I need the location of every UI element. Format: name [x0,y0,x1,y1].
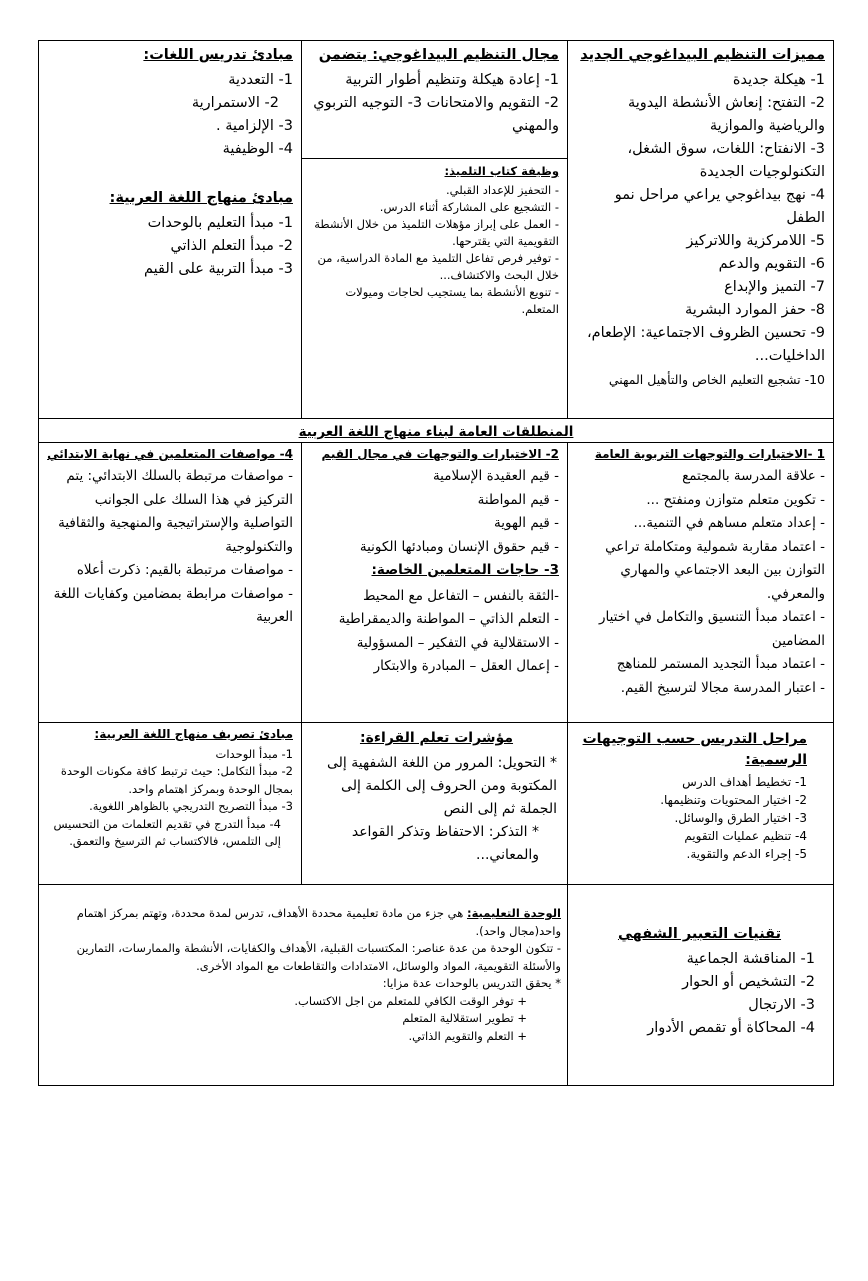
textbook-list [308,182,559,318]
list-item: 4- المحاكاة أو تقمص الأدوار [647,1020,815,1036]
list-item: 1- التعددية [228,72,293,88]
document-table [38,40,834,1086]
list-item: - قيم المواطنة [477,491,559,508]
list-item: - تكوين متعلم متوازن ومنفتح ... [646,491,825,508]
values-title: 2- الاختيارات والتوجهات في مجال القيم [321,447,559,461]
dispatch-title: مبادئ تصريف منهاج اللغة العربية: [94,727,293,741]
reading-title: مؤشرات تعلم القراءة: [359,730,514,746]
arabic-principles-title: مبادئ منهاج اللغة العربية: [109,190,293,206]
list-item: - قيم الهوية [493,515,559,531]
list-item: - علاقة المدرسة بالمجتمع [682,468,825,484]
list-item: - قيم حقوق الإنسان ومبادئها الكونية [359,538,559,555]
textbook-cell [301,159,567,419]
list-item: 3- مبدأ التصريح التدريجي بالظواهر اللغوية. [89,799,293,813]
list-item: 4- مبدأ التدرج في تقديم التعلمات من التحسيس إلى التلمس، فالاكتساب ثم الترسيخ والتعمق. [53,816,281,848]
list-item: 2- الاستمرارية [191,95,279,111]
list-item: 3- الإلزامية . [216,118,293,134]
oral-list [574,948,825,1040]
list-item: - اعتماد مبدأ التجديد المستمر للمناهج [616,656,825,672]
list-item: 5- إجراء الدعم والتقوية. [686,847,807,861]
list-item: - قيم العقيدة الإسلامية [432,468,559,484]
choices-title: 1 -الاختيارات والتوجهات التربوية العامة [594,447,825,461]
choices-list [574,465,825,700]
list-item: 1- تخطيط أهداف الدرس [682,775,807,789]
principles-cell [39,41,301,419]
list-item: 4- تنظيم عمليات التقويم [684,829,807,843]
list-item: 2- اختيار المحتويات وتنظيمها. [660,793,807,807]
specs-title: 4- مواصفات المتعلمين في نهاية الابتدائي [47,447,293,461]
list-item: 2- مبدأ التعلم الذاتي [170,238,293,254]
list-item: 6- التقويم والدعم [718,256,825,272]
list-item: 1- هيكلة جديدة [732,72,825,88]
textbook-title: وظيفة كتاب التلميذ: [444,164,559,178]
list-item: - الاستقلالية في التفكير – المسؤولية [356,634,559,651]
list-item: - اعتماد مقاربة شمولية ومتكاملة تراعي التوازن بين البعد الاجتماعي والمهاري والمعرفي. [605,538,825,602]
dispatch-cell [39,723,301,885]
specs-list [45,465,293,630]
values-needs-cell [301,443,567,723]
unit-cell [39,885,567,1085]
values-list [308,465,559,559]
stages-title: مراحل التدريس حسب التوجيهات الرسمية: [582,731,807,768]
reading-cell [301,723,567,885]
list-item: - اعتبار المدرسة مجالا لترسيخ القيم. [620,679,825,696]
features-cell [567,41,833,419]
oral-cell [567,885,833,1085]
list-item: 3- مبدأ التربية على القيم [143,261,293,277]
unit-definition: هي جزء من مادة تعليمية محددة الأهداف، تدرس لمدة محددة، وتهتم بمركز اهتمام واحد(مجال واحد). [76,906,561,938]
list-item: - تنويع الأنشطة بما يستجيب لحاجات وميولات المتعلم. [345,285,559,316]
lang-principles-list [45,69,293,161]
list-item: - مواصفات مرابطة بمضامين وكفايات اللغة العربية [53,585,293,625]
features-title: مميزات التنظيم البيداغوجي الجديد [580,47,825,63]
list-item: 1- المناقشة الجماعية [686,951,815,967]
choices-cell [567,443,833,723]
list-item: 4- نهج بيداغوجي يراعي مراحل نمو الطفل [614,187,825,226]
list-item: 2- التقويم والامتحانات 3- التوجيه التربوي والمهني [313,95,559,134]
list-item: 2- التفتح: إنعاش الأنشطة اليدوية والرياضية والموازية [627,95,825,134]
list-item: + توفر الوقت الكافي للمتعلم من اجل الاكتساب. [294,993,527,1008]
domain-title: مجال التنظيم البيداغوجي: يتضمن [318,47,559,63]
unit-definition-paragraph [53,905,561,940]
list-item: 1- إعادة هيكلة وتنظيم أطوار التربية [345,72,559,88]
specs-cell [39,443,301,723]
list-item: - التشجيع على المشاركة أثناء الدرس. [379,200,559,214]
needs-title: 3- حاجات المتعلمين الخاصة: [371,562,559,578]
banner-cell [39,419,833,443]
reading-list [316,752,557,867]
oral-title: تقنيات التعبير الشفهي [617,926,782,942]
list-item: - مواصفات مرتبطة بالقيم: ذكرت أعلاه [76,562,293,578]
list-item: 2- مبدأ التكامل: حيث ترتبط كافة مكونات الوحدة بمجال الوحدة وبمركز اهتمام واحد. [60,764,293,796]
list-item: - اعتماد مبدأ التنسيق والتكامل في اختيار المضامين [598,609,825,649]
banner-title: المنطلقات العامة لبناء منهاج اللغة العربية [298,424,574,440]
list-item: 10- تشجيع التعليم الخاص والتأهيل المهني [608,372,825,387]
needs-list [308,585,559,679]
list-item: - مواصفات مرتبطة بالسلك الابتدائي: يتم التركيز في هذا السلك على الجوانب التواصلية والإستراتيجية والمنهجية والثقافية والتكنولوجية [58,468,293,555]
unit-advantages-list [53,993,561,1046]
list-item: * التحويل: المرور من اللغة الشفهية إلى المكتوبة ومن الحروف إلى الكلمة إلى الجملة ثم إلى النص [326,755,557,817]
list-item: * التذكر: الاحتفاظ وتذكر القواعد والمعاني... [351,824,539,863]
list-item: - توفير فرص تفاعل التلميذ مع المادة الدراسية، من خلال البحث والاكتشاف... [317,251,559,282]
stages-cell [567,723,833,885]
unit-title: الوحدة التعليمية: [466,906,561,920]
list-item: 2- التشخيص أو الحوار [682,974,815,990]
list-item: - العمل على إبراز مؤهلات التلميذ من خلال الأنشطة التقويمية التي يقترحها. [314,217,559,248]
list-item: 1- مبدأ الوحدات [215,746,293,761]
list-item: 4- الوظيفية [222,141,293,157]
list-item: -الثقة بالنفس – التفاعل مع المحيط [362,587,559,604]
dispatch-list [45,746,293,851]
list-item: - التحفيز للإعداد القبلي. [446,183,559,197]
domain-cell [301,41,567,159]
list-item: - إعمال العقل – المبادرة والابتكار [373,658,559,674]
list-item: + التعلم والتقويم الذاتي. [408,1028,527,1043]
list-item: 9- تحسين الظروف الاجتماعية: الإطعام، الداخليات... [586,325,825,364]
list-item: 5- اللامركزية واللاتركيز [686,233,825,249]
unit-components: - تتكون الوحدة من عدة عناصر: المكتسبات القبلية، الأهداف والكفايات، الأنشطة والممارسات، التمارين والأسئلة التقويمية، المواد والوسائل، الامتدادات والتقاطعات مع المواد الأخرى. [76,941,561,973]
list-item: + تطوير استقلالية المتعلم [402,1011,527,1025]
list-item: 7- التميز والإبداع [724,279,825,295]
list-item: - التعلم الذاتي – المواطنة والديمقراطية [338,611,559,627]
unit-advantages-title: * يحقق التدريس بالوحدات عدة مزايا: [382,976,561,990]
list-item: 1- مبدأ التعليم بالوحدات [147,215,293,231]
domain-list [308,69,559,138]
list-item: 3- الارتجال [748,997,815,1013]
arabic-principles-list [45,212,293,281]
list-item: 3- اختيار الطرق والوسائل. [674,811,807,825]
list-item: 3- الانفتاح: اللغات، سوق الشغل، التكنولوجيات الجديدة [627,141,825,180]
features-list [574,69,825,391]
stages-list [574,773,825,863]
list-item: 8- حفز الموارد البشرية [685,302,825,318]
lang-principles-title: مبادئ تدريس اللغات: [143,47,293,63]
list-item: - إعداد متعلم مساهم في التنمية... [633,515,825,531]
